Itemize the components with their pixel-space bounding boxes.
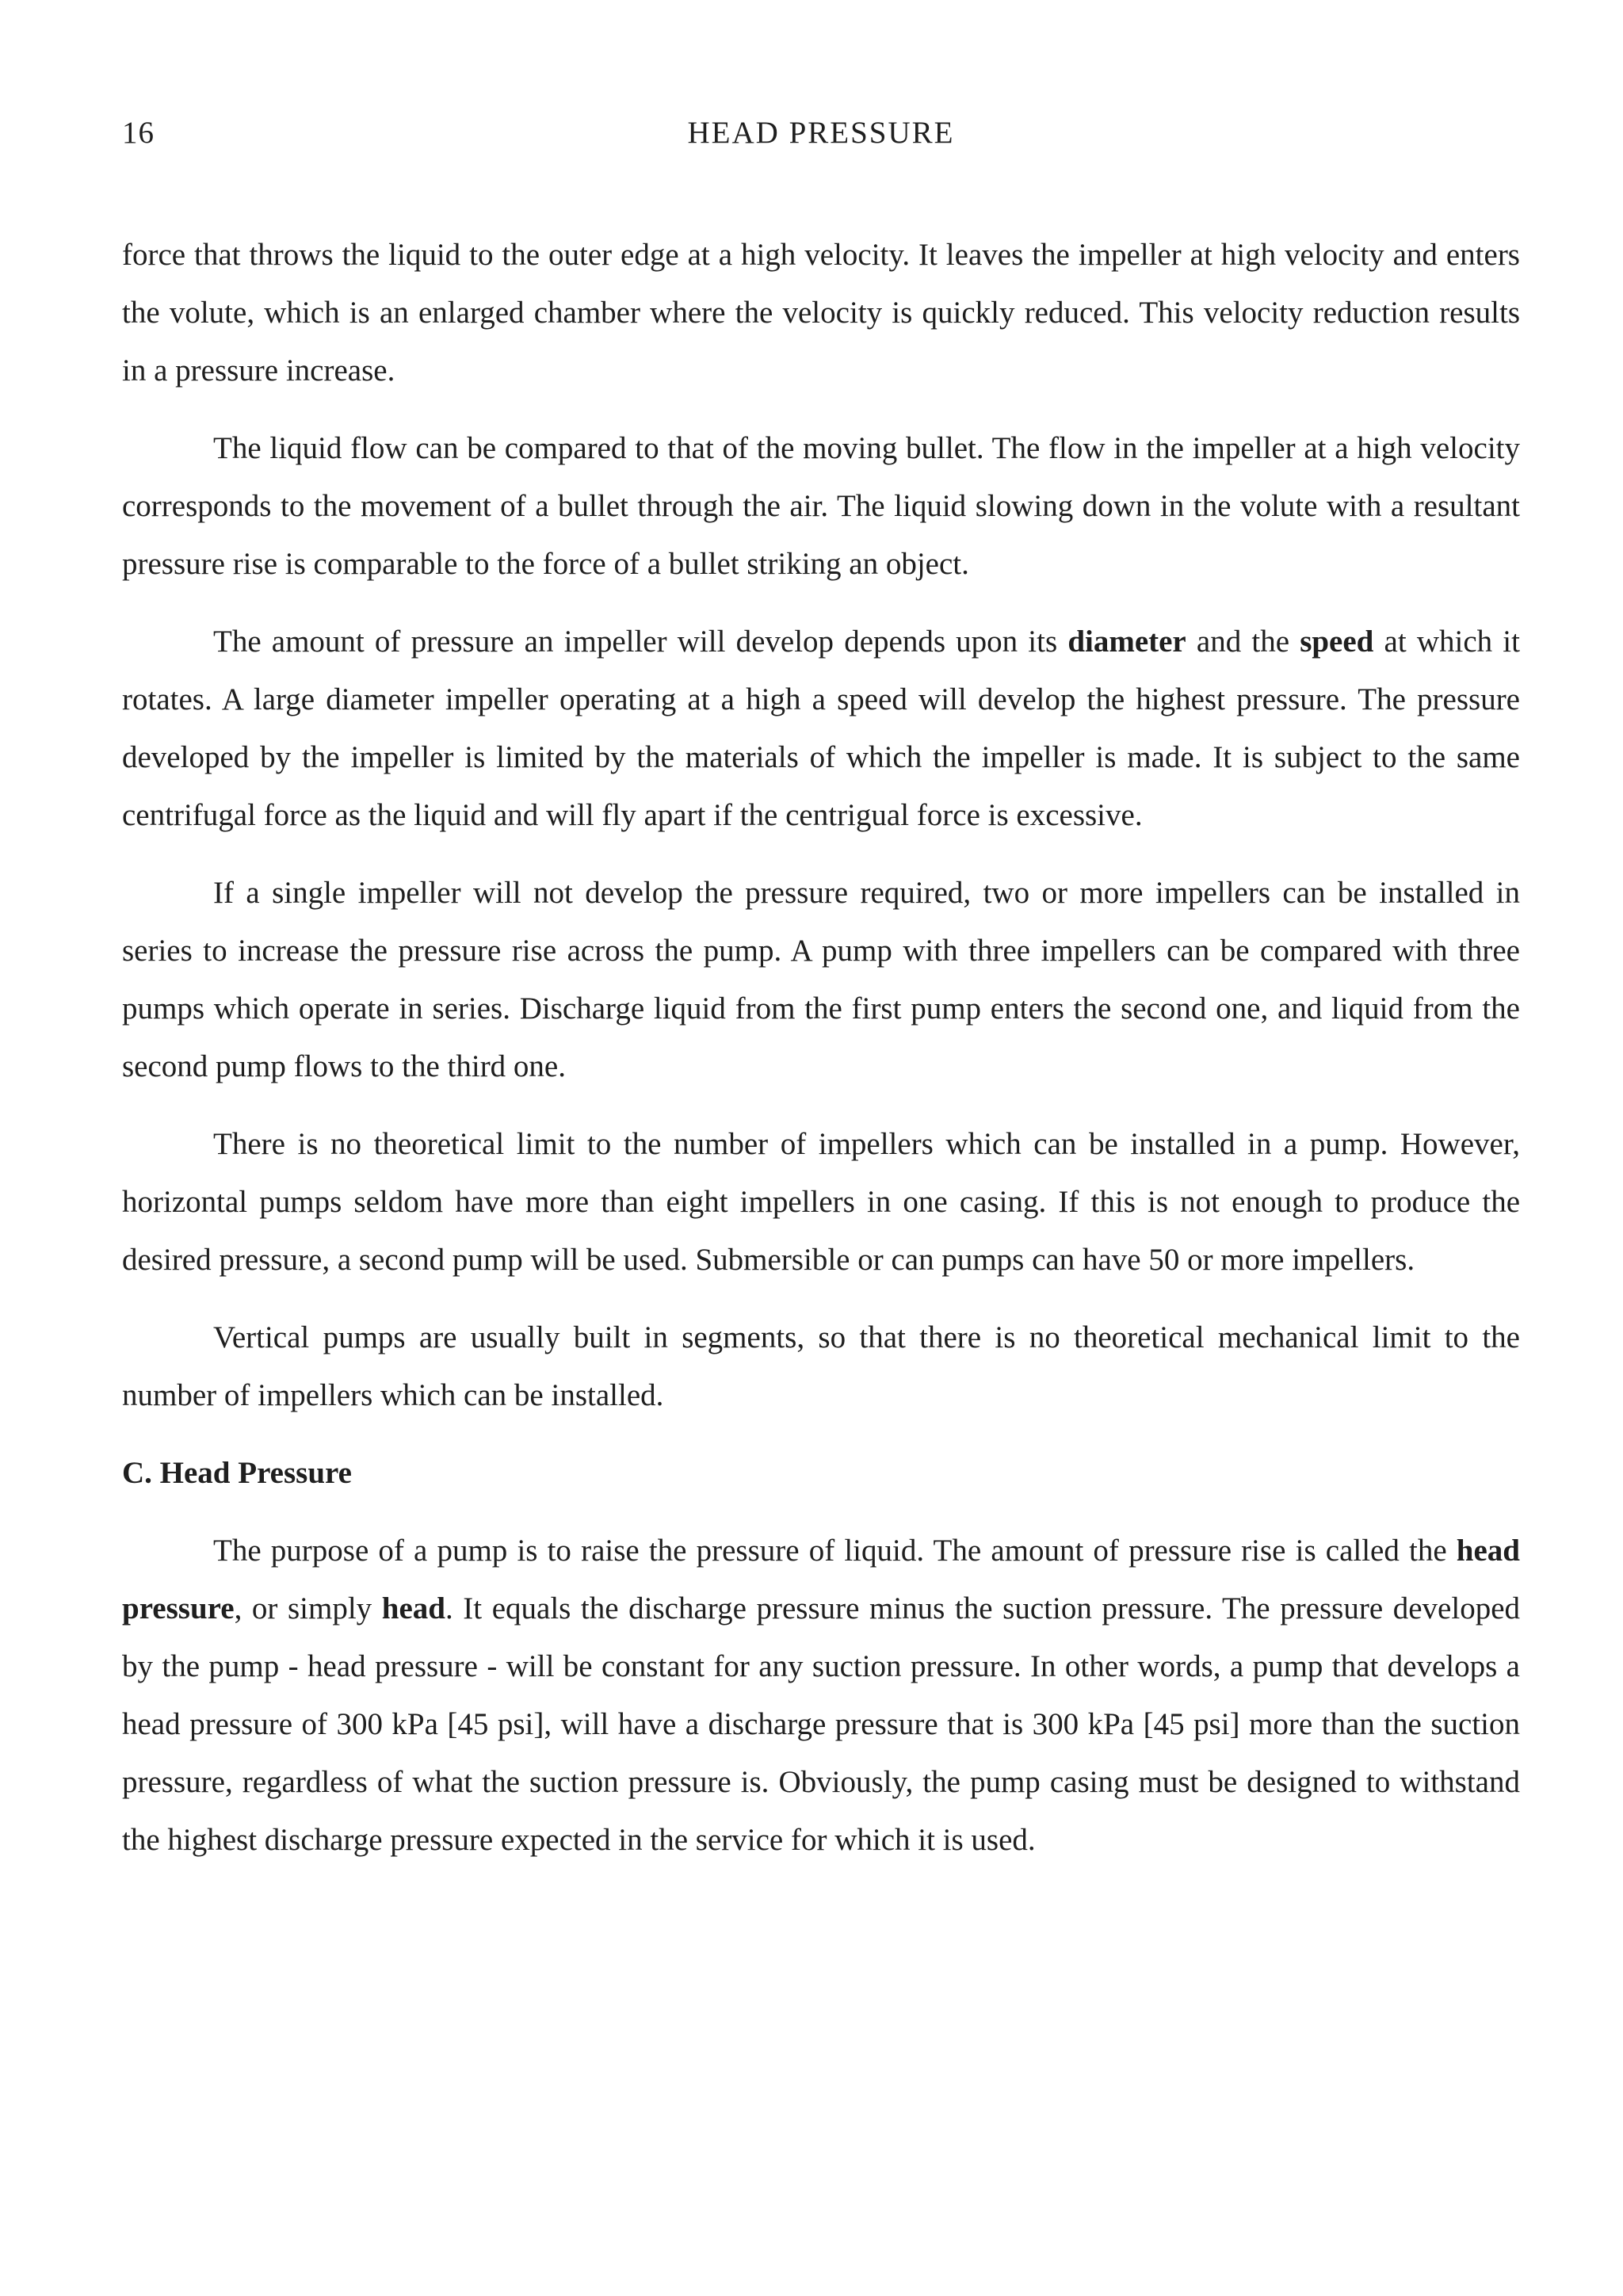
bold-term-head-pressure: head pressure [122,1534,1520,1626]
paragraph-impeller-diameter-speed [122,613,1520,844]
bold-term-diameter: diameter [1067,625,1186,659]
paragraph-head-pressure [122,1522,1520,1869]
running-title: HEAD PRESSURE [687,116,955,150]
bold-term-speed: speed [1300,625,1374,659]
paragraph-text: The amount of pressure an impeller will develop depends upon its [213,625,1068,659]
paragraph-text: at which it rotates. A large diameter impeller operating at a high a speed will develop the highest pressure. The pressure developed by the impeller is limited by the materials of which the impeller is made. It is subject to the same centrifugal force as the liquid and will fly apart if the centrigual force is excessive. [122,625,1520,832]
section-heading: C. Head Pressure [122,1456,352,1490]
paragraph-vertical-pumps: Vertical pumps are usually built in segments, so that there is no theoretical mechanical limit to the number of impellers which can be installed. [122,1320,1520,1412]
paragraph-impeller-limit: There is no theoretical limit to the number of impellers which can be installed in a pump. However, horizontal pumps seldom have more than eight impellers in one casing. If this is not enough to produce the desired pressure, a second pump will be used. Submersible or can pumps can have 50 or more impellers. [122,1127,1520,1277]
paragraph-text: and the [1186,625,1300,659]
paragraph-text: The purpose of a pump is to raise the pressure of liquid. The amount of pressure rise is called the [213,1534,1457,1568]
paragraph-text: . It equals the discharge pressure minus the suction pressure. The pressure developed by the pump - head pressure - will be constant for any suction pressure. In other words, a pump that develops a head pressure of 300 kPa [45 psi], will have a discharge pressure that is 300 kPa [45 psi] more than the suction pressure, regardless of what the suction pressure is. Obviously, the pump casing must be designed to withstand the highest discharge pressure expected in the service for which it is used. [122,1591,1521,1857]
paragraph-continuation: force that throws the liquid to the outer edge at a high velocity. It leaves the impeller at high velocity and enters the volute, which is an enlarged chamber where the velocity is quickly reduced. This velocity reduction results in a pressure increase. [122,238,1520,388]
paragraph-text: , or simply [234,1591,382,1626]
page-number: 16 [122,116,155,150]
page-header [122,115,1520,162]
bold-term-head: head [381,1591,445,1626]
paragraph-impellers-in-series: If a single impeller will not develop the pressure required, two or more impellers can be installed in series to increase the pressure rise across the pump. A pump with three impellers can be compared with three pumps which operate in series. Discharge liquid from the first pump enters the second one, and liquid from the second pump flows to the third one. [122,876,1520,1083]
body-text [122,226,1520,1869]
paragraph-bullet-comparison: The liquid flow can be compared to that of the moving bullet. The flow in the impeller at a high velocity corresponds to the movement of a bullet through the air. The liquid slowing down in the volute with a resultant pressure rise is comparable to the force of a bullet striking an object. [122,431,1520,581]
